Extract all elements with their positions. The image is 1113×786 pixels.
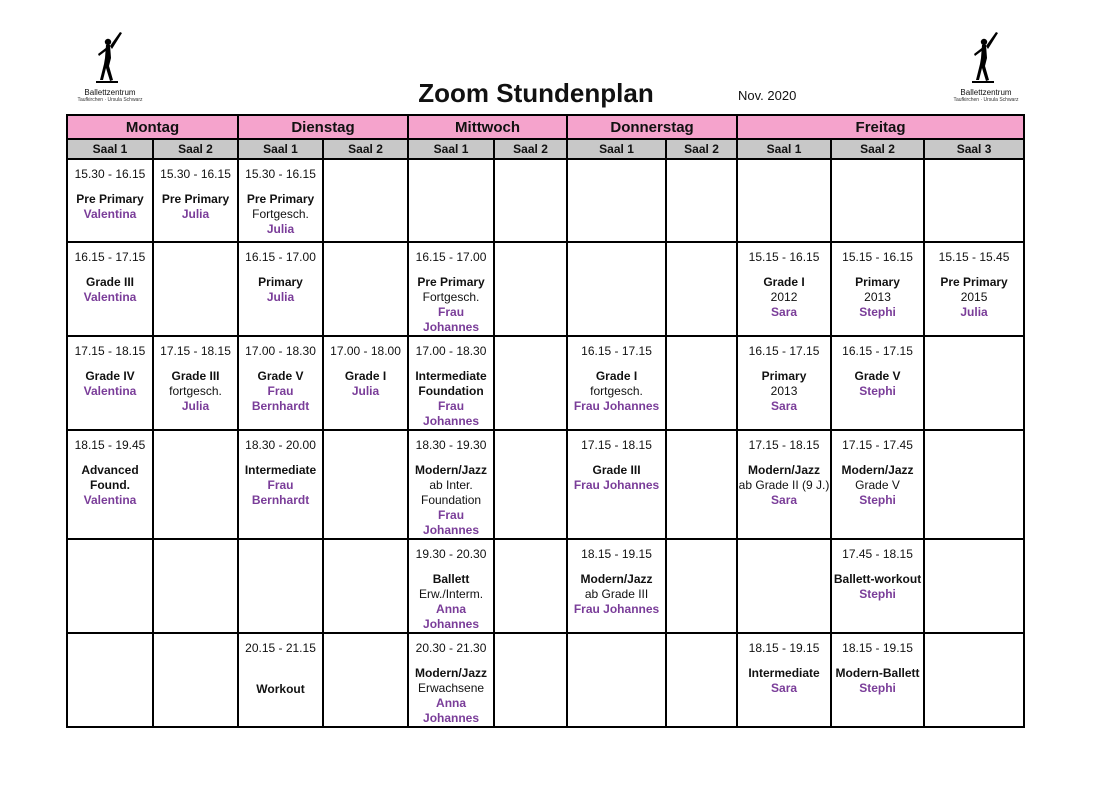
class-name: Ballett-workout — [833, 572, 922, 586]
empty-cell — [666, 539, 737, 633]
class-teacher: Julia — [351, 384, 380, 398]
class-cell — [238, 242, 323, 336]
empty-cell — [567, 242, 666, 336]
empty-cell — [153, 242, 238, 336]
class-cell — [408, 633, 494, 727]
empty-cell — [567, 159, 666, 242]
logo-name: Ballettzentrum — [84, 88, 136, 97]
class-detail: Fortgesch. — [422, 290, 480, 304]
class-time: 20.15 - 21.15 — [245, 641, 316, 655]
class-name: Grade V — [257, 369, 304, 383]
class-detail: fortgesch. — [169, 384, 222, 398]
class-detail: ab Grade II (9 J.) — [738, 478, 830, 492]
day-header-donnerstag: Donnerstag — [567, 115, 737, 139]
empty-cell — [153, 633, 238, 727]
class-teacher: Frau Bernhardt — [251, 384, 310, 413]
class-cell — [153, 336, 238, 430]
class-teacher: Stephi — [859, 305, 896, 319]
empty-cell — [924, 430, 1024, 539]
spacer — [68, 453, 152, 463]
empty-cell — [153, 539, 238, 633]
class-time: 16.15 - 17.00 — [415, 250, 487, 264]
class-time: 16.15 - 17.15 — [581, 344, 652, 358]
spacer — [738, 656, 830, 666]
empty-cell — [323, 159, 408, 242]
day-header-dienstag: Dienstag — [238, 115, 408, 139]
class-time: 16.15 - 17.00 — [245, 250, 316, 264]
spacer — [239, 265, 322, 275]
empty-cell — [408, 159, 494, 242]
hall-header: Saal 2 — [666, 139, 737, 159]
class-name: Ballett — [432, 572, 470, 586]
class-time: 15.30 - 16.15 — [160, 167, 231, 181]
class-detail: Fortgesch. — [252, 207, 309, 221]
schedule-table — [66, 114, 1025, 728]
spacer — [409, 265, 493, 275]
class-cell — [323, 336, 408, 430]
class-cell — [238, 336, 323, 430]
class-name: Grade I — [763, 275, 805, 289]
class-teacher: Julia — [266, 222, 295, 236]
class-teacher: Frau Johannes — [573, 399, 660, 413]
class-name: Grade I — [595, 369, 638, 383]
empty-cell — [494, 159, 567, 242]
class-teacher: Valentina — [83, 493, 137, 507]
class-name: Modern/Jazz — [415, 463, 488, 477]
class-cell — [737, 430, 831, 539]
hall-header: Saal 1 — [67, 139, 153, 159]
class-cell — [831, 242, 924, 336]
class-cell — [831, 336, 924, 430]
class-teacher: Sara — [771, 399, 798, 413]
empty-cell — [924, 159, 1024, 242]
class-time: 15.15 - 15.45 — [938, 250, 1010, 264]
logo-left — [60, 30, 160, 103]
class-name: Grade I — [344, 369, 387, 383]
class-time: 16.15 - 17.15 — [74, 250, 146, 264]
class-name: Intermediate — [244, 463, 317, 477]
class-teacher: Frau Johannes — [423, 399, 480, 428]
class-cell — [67, 430, 153, 539]
empty-cell — [494, 633, 567, 727]
spacer — [832, 656, 923, 666]
spacer — [832, 359, 923, 369]
empty-cell — [494, 430, 567, 539]
class-name: Primary — [855, 275, 900, 289]
class-cell — [67, 159, 153, 242]
class-cell — [737, 336, 831, 430]
class-name: Workout — [256, 682, 305, 696]
class-name: Pre Primary — [940, 275, 1008, 289]
class-detail: fortgesch. — [590, 384, 643, 398]
class-name: Grade IV — [85, 369, 135, 383]
class-time: 17.00 - 18.30 — [415, 344, 487, 358]
logo-subtitle: Taufkirchen · Ursula Schwarz — [77, 97, 143, 103]
class-time: 18.15 - 19.45 — [74, 438, 146, 452]
class-detail: 2015 — [960, 290, 988, 304]
class-teacher: Valentina — [83, 384, 137, 398]
logo-right — [936, 30, 1036, 103]
hall-header: Saal 2 — [494, 139, 567, 159]
class-cell — [408, 539, 494, 633]
class-time: 20.30 - 21.30 — [415, 641, 487, 655]
class-teacher: Frau Johannes — [573, 478, 660, 492]
class-time: 17.15 - 18.15 — [74, 344, 146, 358]
class-detail: ab Grade III — [584, 587, 649, 601]
hall-header: Saal 3 — [924, 139, 1024, 159]
class-name: Pre Primary — [246, 192, 315, 206]
class-cell — [567, 336, 666, 430]
class-teacher: Anna Johannes — [423, 602, 480, 631]
empty-cell — [494, 336, 567, 430]
class-teacher: Julia — [960, 305, 988, 319]
dancer-logo-icon — [90, 30, 130, 88]
class-teacher: Stephi — [859, 587, 896, 601]
class-name: Grade III — [592, 463, 641, 477]
class-cell — [567, 539, 666, 633]
class-teacher: Frau Johannes — [423, 305, 480, 334]
class-cell — [408, 336, 494, 430]
empty-cell — [494, 242, 567, 336]
empty-cell — [323, 633, 408, 727]
spacer — [239, 182, 322, 192]
spacer — [409, 359, 493, 369]
class-time: 15.15 - 16.15 — [748, 250, 820, 264]
class-time: 15.30 - 16.15 — [74, 167, 146, 181]
empty-cell — [323, 539, 408, 633]
class-time: 17.15 - 18.15 — [581, 438, 652, 452]
spacer — [832, 453, 923, 463]
class-detail: Erwachsene — [418, 681, 485, 695]
class-time: 16.15 - 17.15 — [748, 344, 820, 358]
class-teacher: Sara — [771, 681, 798, 695]
class-name: Primary — [258, 275, 303, 289]
hall-header: Saal 1 — [408, 139, 494, 159]
empty-cell — [924, 336, 1024, 430]
empty-cell — [831, 159, 924, 242]
empty-cell — [666, 336, 737, 430]
class-name: Grade V — [854, 369, 901, 383]
spacer — [738, 265, 830, 275]
class-teacher: Stephi — [859, 681, 896, 695]
class-teacher: Valentina — [83, 290, 137, 304]
class-time: 15.30 - 16.15 — [245, 167, 316, 181]
class-time: 17.15 - 17.45 — [842, 438, 913, 452]
class-teacher: Julia — [181, 399, 210, 413]
spacer — [68, 182, 152, 192]
class-time: 18.30 - 20.00 — [245, 438, 316, 452]
spacer — [239, 359, 322, 369]
spacer — [568, 359, 665, 369]
class-name: Advanced Found. — [81, 463, 139, 492]
class-cell — [238, 633, 323, 727]
spacer — [324, 359, 407, 369]
empty-cell — [67, 539, 153, 633]
spacer — [68, 265, 152, 275]
class-teacher: Stephi — [859, 384, 896, 398]
class-cell — [831, 539, 924, 633]
empty-cell — [737, 539, 831, 633]
class-time: 18.30 - 19.30 — [415, 438, 487, 452]
date-label: Nov. 2020 — [738, 88, 797, 103]
class-name: Modern-Ballett — [835, 666, 920, 680]
table-row — [67, 336, 1024, 430]
class-teacher: Frau Johannes — [573, 602, 660, 616]
empty-cell — [494, 539, 567, 633]
spacer — [925, 265, 1023, 275]
logo-subtitle: Taufkirchen · Ursula Schwarz — [953, 97, 1019, 103]
empty-cell — [666, 430, 737, 539]
table-row — [67, 159, 1024, 242]
class-time: 16.15 - 17.15 — [842, 344, 913, 358]
class-name: Modern/Jazz — [748, 463, 821, 477]
empty-cell — [737, 159, 831, 242]
class-cell — [238, 159, 323, 242]
day-header-mittwoch: Mittwoch — [408, 115, 567, 139]
class-cell — [737, 242, 831, 336]
spacer — [832, 265, 923, 275]
table-row — [67, 242, 1024, 336]
class-cell — [238, 430, 323, 539]
spacer — [154, 359, 237, 369]
day-header-freitag: Freitag — [737, 115, 1024, 139]
class-name: Pre Primary — [161, 192, 230, 206]
dancer-logo-icon — [966, 30, 1006, 88]
class-cell — [408, 430, 494, 539]
class-cell — [67, 242, 153, 336]
spacer — [154, 182, 237, 192]
logo-name: Ballettzentrum — [960, 88, 1012, 97]
class-cell — [67, 336, 153, 430]
class-name: Grade III — [85, 275, 135, 289]
class-name: Modern/Jazz — [841, 463, 914, 477]
hall-header: Saal 1 — [238, 139, 323, 159]
hall-header: Saal 2 — [323, 139, 408, 159]
class-teacher: Sara — [771, 493, 798, 507]
spacer — [568, 562, 665, 572]
empty-cell — [323, 430, 408, 539]
class-teacher: Frau Bernhardt — [251, 478, 310, 507]
class-cell — [831, 633, 924, 727]
empty-cell — [924, 539, 1024, 633]
hall-header: Saal 1 — [737, 139, 831, 159]
spacer — [738, 359, 830, 369]
empty-cell — [666, 633, 737, 727]
class-name: Modern/Jazz — [580, 572, 653, 586]
day-header-montag: Montag — [67, 115, 238, 139]
class-name: Pre Primary — [76, 192, 144, 206]
class-detail: 2012 — [770, 290, 798, 304]
empty-cell — [67, 633, 153, 727]
class-teacher: Julia — [266, 290, 295, 304]
class-time: 17.00 - 18.30 — [245, 344, 316, 358]
spacer — [738, 453, 830, 463]
class-time: 18.15 - 19.15 — [842, 641, 913, 655]
class-time: 15.15 - 16.15 — [842, 250, 913, 264]
class-name: Intermediate — [748, 666, 820, 680]
hall-header: Saal 1 — [567, 139, 666, 159]
class-teacher: Julia — [181, 207, 210, 221]
empty-cell — [323, 242, 408, 336]
class-name: Modern/Jazz — [415, 666, 488, 680]
spacer — [239, 453, 322, 463]
spacer — [409, 453, 493, 463]
class-teacher: Sara — [771, 305, 798, 319]
class-name: Grade III — [171, 369, 220, 383]
class-teacher: Frau Johannes — [423, 508, 480, 537]
empty-cell — [567, 633, 666, 727]
spacer — [409, 656, 493, 666]
empty-cell — [924, 633, 1024, 727]
class-detail: Erw./Interm. — [419, 587, 484, 601]
class-time: 17.15 - 18.15 — [748, 438, 820, 452]
class-cell — [924, 242, 1024, 336]
class-time: 17.15 - 18.15 — [160, 344, 231, 358]
class-time: 18.15 - 19.15 — [748, 641, 820, 655]
class-teacher: Anna Johannes — [423, 696, 480, 725]
class-detail: 2013 — [864, 290, 891, 304]
spacer — [68, 359, 152, 369]
empty-cell — [153, 430, 238, 539]
class-name: Primary — [761, 369, 807, 383]
class-time: 19.30 - 20.30 — [415, 547, 487, 561]
class-time: 17.45 - 18.15 — [842, 547, 913, 561]
class-time: 17.00 - 18.00 — [330, 344, 401, 358]
class-time: 18.15 - 19.15 — [581, 547, 652, 561]
class-cell — [831, 430, 924, 539]
table-row — [67, 633, 1024, 727]
table-row — [67, 539, 1024, 633]
table-row — [67, 430, 1024, 539]
hall-header: Saal 2 — [153, 139, 238, 159]
empty-cell — [666, 242, 737, 336]
page-title: Zoom Stundenplan — [418, 78, 654, 108]
class-cell — [408, 242, 494, 336]
class-name: Intermediate Foundation — [415, 369, 487, 398]
class-detail: 2013 — [770, 384, 798, 398]
class-teacher: Valentina — [83, 207, 137, 221]
class-cell — [737, 633, 831, 727]
hall-header: Saal 2 — [831, 139, 924, 159]
class-detail: ab Inter. Foundation — [421, 478, 482, 507]
class-detail: Grade V — [855, 478, 900, 492]
spacer — [409, 562, 493, 572]
class-cell — [153, 159, 238, 242]
class-cell — [567, 430, 666, 539]
empty-cell — [238, 539, 323, 633]
class-name: Pre Primary — [417, 275, 485, 289]
class-teacher: Stephi — [859, 493, 896, 507]
empty-cell — [666, 159, 737, 242]
spacer — [568, 453, 665, 463]
spacer — [832, 562, 923, 572]
